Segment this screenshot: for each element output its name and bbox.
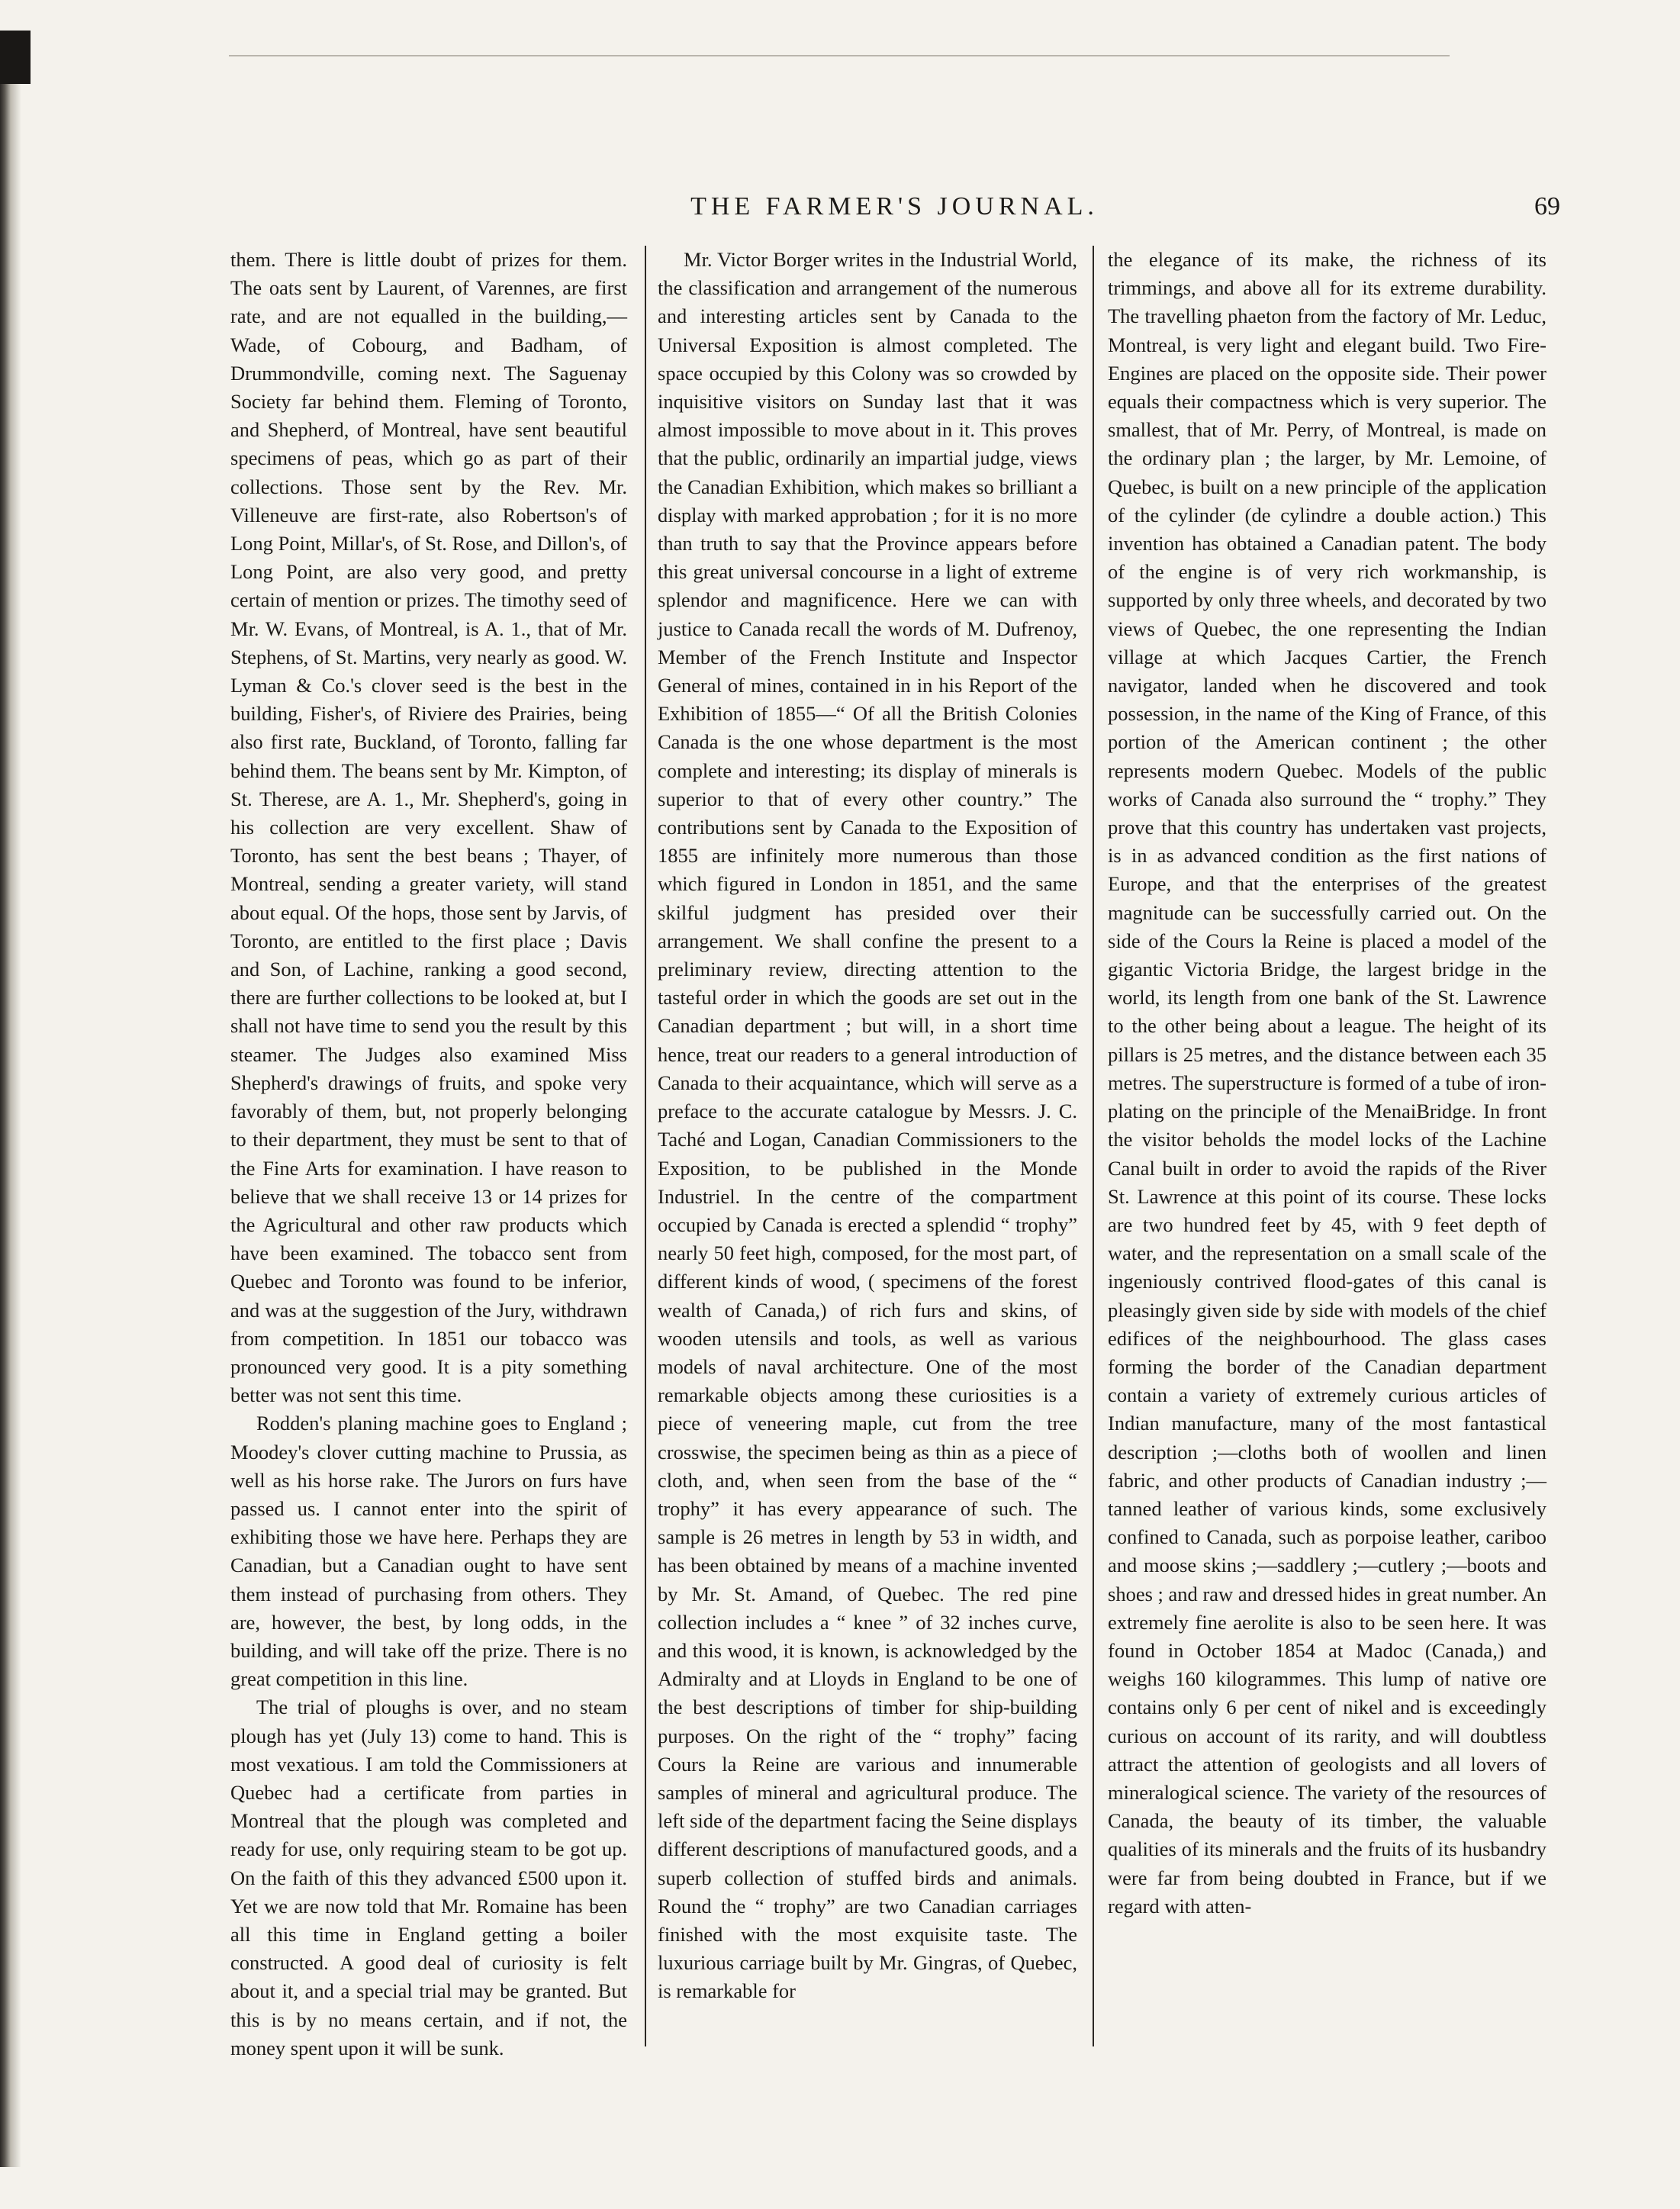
column-3 bbox=[1108, 246, 1546, 2153]
col2-paragraph-1: Mr. Victor Borger writes in the Industrial World, the classification and arrangement of the numerous and interesting articles sent by Canada to the Universal Exposition is almost completed. The space occupied by this Colony was so crowded by inquisitive visitors on Sunday last that it was almost impossible to move about in it. This proves that the public, ordinarily an impartial judge, views the Canadian Exhibition, which makes so brilliant a display with marked approbation ; for it is no more than truth to say that the Province appears before this great universal concourse in a light of extreme splendor and magnificence. Here we can with justice to Canada recall the words of M. Dufrenoy, Member of the French Institute and Inspector General of mines, contained in in his Report of the Exhibition of 1855—“ Of all the British Colonies Canada is the one whose department is the most complete and interesting; its display of minerals is superior to that of every other country.” The contributions sent by Canada to the Exposition of 1855 are infinitely more numerous than those which figured in London in 1851, and the same skilful judgment has presided over their arrangement. We shall confine the present to a preliminary review, directing attention to the tasteful order in which the goods are set out in the Canadian department ; but will, in a short time hence, treat our readers to a general introduction of Canada to their acquaintance, which will serve as a preface to the accurate catalogue by Messrs. J. C. Taché and Logan, Canadian Commissioners to the Exposition, to be published in the Monde Industriel. In the centre of the compartment occupied by Canada is erected a splendid “ trophy” nearly 50 feet high, composed, for the most part, of different kinds of wood, ( specimens of the forest wealth of Canada,) of rich furs and skins, of wooden utensils and tools, as well as various models of naval architecture. One of the most remarkable objects among these curiosities is a piece of veneering maple, cut from the tree crosswise, the specimen being as thin as a piece of cloth, and, when seen from the base of the “ trophy” it has every appearance of such. The sample is 26 metres in length by 53 in width, and has been obtained by means of a machine invented by Mr. St. Amand, of Quebec. The red pine collection includes a “ knee ” of 32 inches curve, and this wood, it is known, is acknowledged by the Admiralty and at Lloyds in England to be one of the best descriptions of timber for ship-building purposes. On the right of the “ trophy” facing Cours la Reine are various and innumerable samples of mineral and agricultural produce. The left side of the department facing the Seine displays different descriptions of manufactured goods, and a superb collection of stuffed birds and animals. Round the “ trophy” are two Canadian carriages finished with the most exquisite taste. The luxurious carriage built by Mr. Gingras, of Quebec, is remarkable for bbox=[658, 248, 1077, 2003]
page-number: 69 bbox=[1534, 192, 1560, 221]
col3-paragraph-1: the elegance of its make, the richness of its trimmings, and above all for its extreme durability. The travelling phaeton from the factory of Mr. Leduc, Montreal, is very light and elegant build. Two Fire-Engines are placed on the opposite side. Their power equals their compactness which is very superior. The smallest, that of Mr. Perry, of Montreal, is made on the ordinary plan ; the larger, by Mr. Lemoine, of Quebec, is built on a new principle of the application of the cylinder (de cylindre a double action.) This invention has obtained a Canadian patent. The body of the engine is of very rich workmanship, is supported by only three wheels, and decorated by two views of Quebec, the one representing the Indian village at which Jacques Cartier, the French navigator, landed when he discovered and took possession, in the name of the King of France, of this portion of the American continent ; the other represents modern Quebec. Models of the public works of Canada also surround the “ trophy.” They prove that this country has undertaken vast projects, is in as advanced condition as the first nations of Europe, and that the enterprises of the greatest magnitude can be successfully carried out. On the side of the Cours la Reine is placed a model of the gigantic Victoria Bridge, the largest bridge in the world, its length from one bank of the St. Lawrence to the other being about a league. The height of its pillars is 25 metres, and the distance between each 35 metres. The superstructure is formed of a tube of iron-plating on the principle of the MenaiBridge. In front the visitor beholds the model locks of the Lachine Canal built in order to avoid the rapids of the River St. Lawrence at this point of its course. These locks are two hundred feet by 45, with 9 feet depth of water, and the representation on a small scale of the ingeniously contrived flood-gates of this canal is pleasingly given side by side with models of the chief edifices of the neighbourhood. The glass cases forming the border of the Canadian department contain a variety of extremely curious articles of Indian manufacture, many of the most fantastical description ;—cloths both of woollen and linen fabric, and other products of Canadian industry ;—tanned leather of various kinds, some exclusively confined to Canada, such as porpoise leather, cariboo and moose skins ;—saddlery ;—cutlery ;—boots and shoes ; and raw and dressed hides in great number. An extremely fine aerolite is also to be seen here. It was found in October 1854 at Madoc (Canada,) and weighs 160 kilogrammes. This lump of native ore contains only 6 per cent of nikel and is exceedingly curious on account of its rarity, and will doubtless attract the attention of geologists and all lovers of mineralogical science. The variety of the resources of Canada, the beauty of its timber, the valuable qualities of its minerals and the fruits of its husbandry were far from being doubted in France, but if we regard with atten- bbox=[1108, 248, 1546, 1918]
top-rule bbox=[229, 55, 1450, 56]
scan-binding-edge bbox=[0, 31, 21, 2167]
page-header bbox=[229, 191, 1560, 229]
column-1 bbox=[230, 246, 627, 2153]
column-divider-1 bbox=[645, 246, 646, 2046]
col1-paragraph-2: Rodden's planing machine goes to England ; Moodey's clover cutting machine to Prussia, as well as his horse rake. The Jurors on furs have passed us. I cannot enter into the spirit of exhibiting those we have here. Perhaps they are Canadian, but a Canadian ought to have sent them instead of purchasing from others. They are, however, the best, by long odds, in the building, and will take off the prize. There is no great competition in this line. bbox=[230, 1412, 627, 1691]
col1-paragraph-3: The trial of ploughs is over, and no steam plough has yet (July 13) come to hand. This is most vexatious. I am told the Commissioners at Quebec had a certificate from parties in Montreal that the plough was completed and ready for use, only requiring steam to be got up. On the faith of this they advanced £500 upon it. Yet we are now told that Mr. Romaine has been all this time in England getting a boiler constructed. A good deal of curiosity is felt about it, and a special trial may be granted. But this is by no means certain, and if not, the money spent upon it will be sunk. bbox=[230, 1695, 627, 2059]
column-divider-2 bbox=[1093, 246, 1094, 2046]
scan-dark-corner bbox=[0, 31, 31, 84]
col1-paragraph-1: them. There is little doubt of prizes for them. The oats sent by Laurent, of Varennes, are first rate, and are not equalled in the building,—Wade, of Cobourg, and Badham, of Drummondville, coming next. The Saguenay Society far behind them. Fleming of Toronto, and Shepherd, of Montreal, have sent beautiful specimens of peas, which go as part of their collections. Those sent by the Rev. Mr. Villeneuve are first-rate, also Robertson's of Long Point, Millar's, of St. Rose, and Dillon's, of Long Point, are also very good, and pretty certain of mention or prizes. The timothy seed of Mr. W. Evans, of Montreal, is A. 1., that of Mr. Stephens, of St. Martins, very nearly as good. W. Lyman & Co.'s clover seed is the best in the building, Fisher's, of Riviere des Prairies, being also first rate, Buckland, of Toronto, falling far behind them. The beans sent by Mr. Kimpton, of St. Therese, are A. 1., Mr. Shepherd's, going in his collection are very excellent. Shaw of Toronto, has sent the best beans ; Thayer, of Montreal, sending a greater variety, will stand about equal. Of the hops, those sent by Jarvis, of Toronto, are entitled to the first place ; Davis and Son, of Lachine, ranking a good second, there are further collections to be looked at, but I shall not have time to send you the result by this steamer. The Judges also examined Miss Shepherd's drawings of fruits, and spoke very favorably of them, but, not properly belonging to their department, they must be sent to that of the Fine Arts for examination. I have reason to believe that we shall receive 13 or 14 prizes for the Agricultural and other raw products which have been examined. The tobacco sent from Quebec and Toronto was found to be inferior, and was at the suggestion of the Jury, withdrawn from competition. In 1851 our tobacco was pronounced very good. It is a pity something better was not sent this time. bbox=[230, 248, 627, 1407]
column-2 bbox=[658, 246, 1077, 2153]
journal-title: THE FARMER'S JOURNAL. bbox=[690, 192, 1099, 221]
